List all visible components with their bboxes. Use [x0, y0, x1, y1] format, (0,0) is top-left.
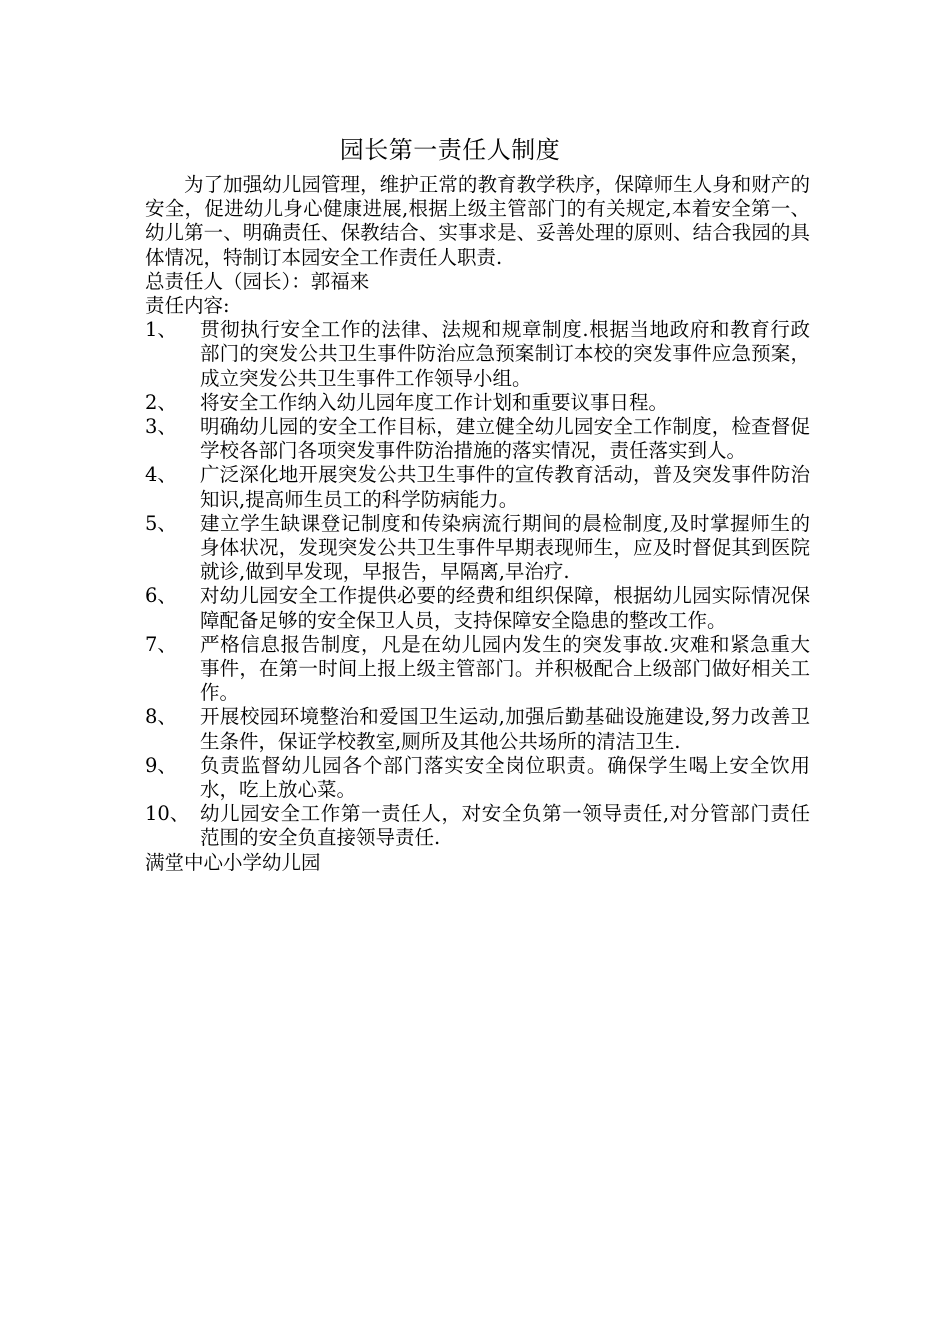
list-item: [145, 318, 810, 391]
document-body: [145, 173, 810, 875]
responsibilities-list: [145, 318, 810, 850]
item-text: 广泛深化地开展突发公共卫生事件的宣传教育活动，普及突发事件防治知识,提高师生员工的科学防病能力。: [200, 463, 810, 511]
item-number: 1、: [145, 318, 177, 342]
item-number: 10、: [145, 802, 190, 826]
intro-paragraph: 为了加强幼儿园管理，维护正常的教育教学秩序，保障师生人身和财产的安全，促进幼儿身心健康进展,根据上级主管部门的有关规定,本着安全第一、幼儿第一、明确责任、保教结合、实事求是、妥善处理的原则、结合我园的具体情况，特制订本园安全工作责任人职责.: [145, 173, 810, 269]
list-item: [145, 754, 810, 802]
organization-name: 满堂中心小学幼儿园: [145, 850, 321, 874]
item-number: 8、: [145, 705, 177, 729]
item-number: 6、: [145, 584, 177, 608]
item-text: 将安全工作纳入幼儿园年度工作计划和重要议事日程。: [200, 390, 669, 414]
list-item: [145, 584, 810, 632]
list-item: [145, 512, 810, 585]
item-number: 7、: [145, 632, 177, 656]
item-text: 贯彻执行安全工作的法律、法规和规章制度.根据当地政府和教育行政部门的突发公共卫生事件防治应急预案制订本校的突发事件应急预案，成立突发公共卫生事件工作领导小组。: [200, 318, 810, 390]
item-text: 幼儿园安全工作第一责任人，对安全负第一领导责任,对分管部门责任范围的安全负直接领导责任.: [200, 802, 810, 850]
item-text: 严格信息报告制度，凡是在幼儿园内发生的突发事故.灾难和紧急重大事件，在第一时间上报上级主管部门。并积极配合上级部门做好相关工作。: [200, 632, 810, 705]
item-text: 明确幼儿园的安全工作目标，建立健全幼儿园安全工作制度，检查督促学校各部门各项突发事件防治措施的落实情况，责任落实到人。: [200, 415, 810, 463]
item-number: 3、: [145, 415, 177, 439]
item-number: 2、: [145, 390, 177, 414]
responsible-person: 总责任人（园长）：郭福来: [145, 269, 370, 293]
list-item: [145, 633, 810, 706]
item-number: 5、: [145, 511, 177, 535]
item-number: 4、: [145, 463, 177, 487]
item-text: 开展校园环境整治和爱国卫生运动,加强后勤基础设施建设,努力改善卫生条件，保证学校教室,厕所及其他公共场所的清洁卫生.: [200, 705, 810, 753]
list-item: [145, 463, 810, 511]
item-text: 建立学生缺课登记制度和传染病流行期间的晨检制度,及时掌握师生的身体状况，发现突发公共卫生事件早期表现师生，应及时督促其到医院就诊,做到早发现，早报告，早隔离,早治疗.: [200, 511, 810, 584]
list-item: [145, 415, 810, 463]
item-number: 9、: [145, 753, 177, 777]
list-item: [145, 391, 810, 415]
document-title: 园长第一责任人制度: [339, 136, 561, 164]
item-text: 负责监督幼儿园各个部门落实安全岗位职责。确保学生喝上安全饮用水，吃上放心菜。: [200, 753, 810, 802]
list-item: [145, 802, 810, 850]
list-item: [145, 705, 810, 753]
responsibilities-heading: 责任内容:: [145, 294, 230, 318]
item-text: 对幼儿园安全工作提供必要的经费和组织保障，根据幼儿园实际情况保障配备足够的安全保卫人员，支持保障安全隐患的整改工作。: [200, 584, 810, 632]
